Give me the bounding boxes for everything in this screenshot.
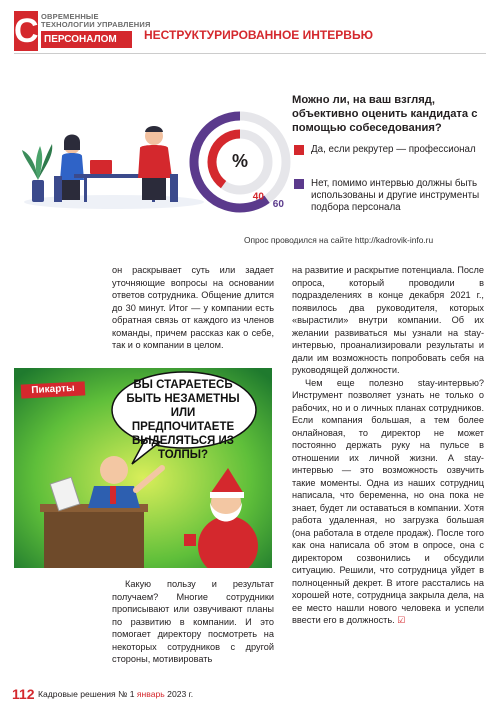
legend-label: Да, если рекрутер — профессионал xyxy=(311,144,476,155)
survey-donut-chart xyxy=(186,104,302,220)
magazine-logo xyxy=(14,11,151,51)
answer-no-value: 60 xyxy=(272,199,284,211)
logo-line-1: ОВРЕМЕННЫЕ xyxy=(41,12,99,21)
paragraph: Какую пользу и результат получаем? Многие сотрудники прописывают или озвучивают планы по развитию в компании. И это помогает директору посмотреть на некоторых сотрудников с другой стороны, мотивировать xyxy=(112,579,274,664)
page-number: 112 xyxy=(12,686,35,702)
speech-bubble-text: ВЫ СТАРАЕТЕСЬ БЫТЬ НЕЗАМЕТНЫ ИЛИ ПРЕДПОЧИТАЕТЕ ВЫДЕЛЯТЬСЯ ИЗ ТОЛПЫ? xyxy=(126,379,240,461)
legend-label: Нет, помимо интервью должны быть использованы и другие инструменты подбора персонала xyxy=(311,178,480,213)
legend-swatch-purple xyxy=(294,179,304,189)
cartoon-source-logo: Пикарты xyxy=(21,381,86,398)
plant-icon xyxy=(22,144,52,202)
end-mark-icon: ☑ xyxy=(397,615,406,625)
paragraph: на развитие и раскрытие потенциала. После опроса, который проводили в подразделениях в конце декабря 2021 г., появилось два руководителя, которых «вырастили» внутри компании. Об их желании развиваться мы узнали на stay-интервью, проанализировали результаты и дали им возможность попробовать себя на руководящей должности. xyxy=(292,265,484,375)
paragraph: он раскрывает суть или задает уточняющие вопросы на основании ответов сотрудника. Общение длится до 30 минут. Итог — у компании есть обратная связь от каждого из членов команды, причем рассказ как о себе, так и о компании в целом. xyxy=(112,265,274,350)
section-title: НЕСТРУКТУРИРОВАННОЕ ИНТЕРВЬЮ xyxy=(144,28,373,42)
legend-item-yes xyxy=(294,144,484,172)
answer-yes-value: 40 xyxy=(252,191,264,203)
footer-issue: Кадровые решения № 1 январь 2023 г. xyxy=(38,689,194,699)
article-right-column xyxy=(292,264,484,627)
paragraph: Чем еще полезно stay-интервью? Инструмент позволяет узнать не только о рабочих, но и о личных планах сотрудников. Если компания большая, а тем более онлайновая, то директор не может постоянно держать руку на пульсе в отношении их личной жизни. А stay-интервью — это возможность озвучить такие моменты. Одна из наших сотрудниц написала, что беременна, но она пока не знает, будет ли оставаться в компании. Хотя работа удаленная, но загрузка большая (она работала в отделе продаж). После того как она написала об этом в опросе, она с директором созвонились и обсудили ситуацию. Решили, что сотрудница уйдет в полноценный декрет. В итоге расстались на хорошей ноте, сотрудница закрыла дела, на ее место нашли нового человека и успели ввести его в должность. ☑ xyxy=(292,377,484,625)
survey-question: Можно ли, на ваш взгляд, объективно оценить кандидата с помощью собеседования? xyxy=(292,94,478,134)
logo-bar: ПЕРСОНАЛОМ xyxy=(41,31,132,48)
interview-illustration xyxy=(14,94,204,212)
poll-source-note: Опрос проводился на сайте http://kadrovik-info.ru xyxy=(244,235,434,245)
interviewer-figure xyxy=(138,126,172,200)
logo-line-2: ТЕХНОЛОГИИ УПРАВЛЕНИЯ xyxy=(41,20,151,29)
header-divider xyxy=(14,53,486,54)
candidate-figure xyxy=(60,135,84,201)
percent-symbol: % xyxy=(231,150,249,171)
article-left-column-top xyxy=(112,264,274,352)
laptop-icon xyxy=(90,160,112,174)
logo-letter: С xyxy=(14,12,39,50)
legend-item-no xyxy=(294,178,484,228)
article-left-column-bottom xyxy=(112,578,274,666)
legend-swatch-red xyxy=(294,145,304,155)
